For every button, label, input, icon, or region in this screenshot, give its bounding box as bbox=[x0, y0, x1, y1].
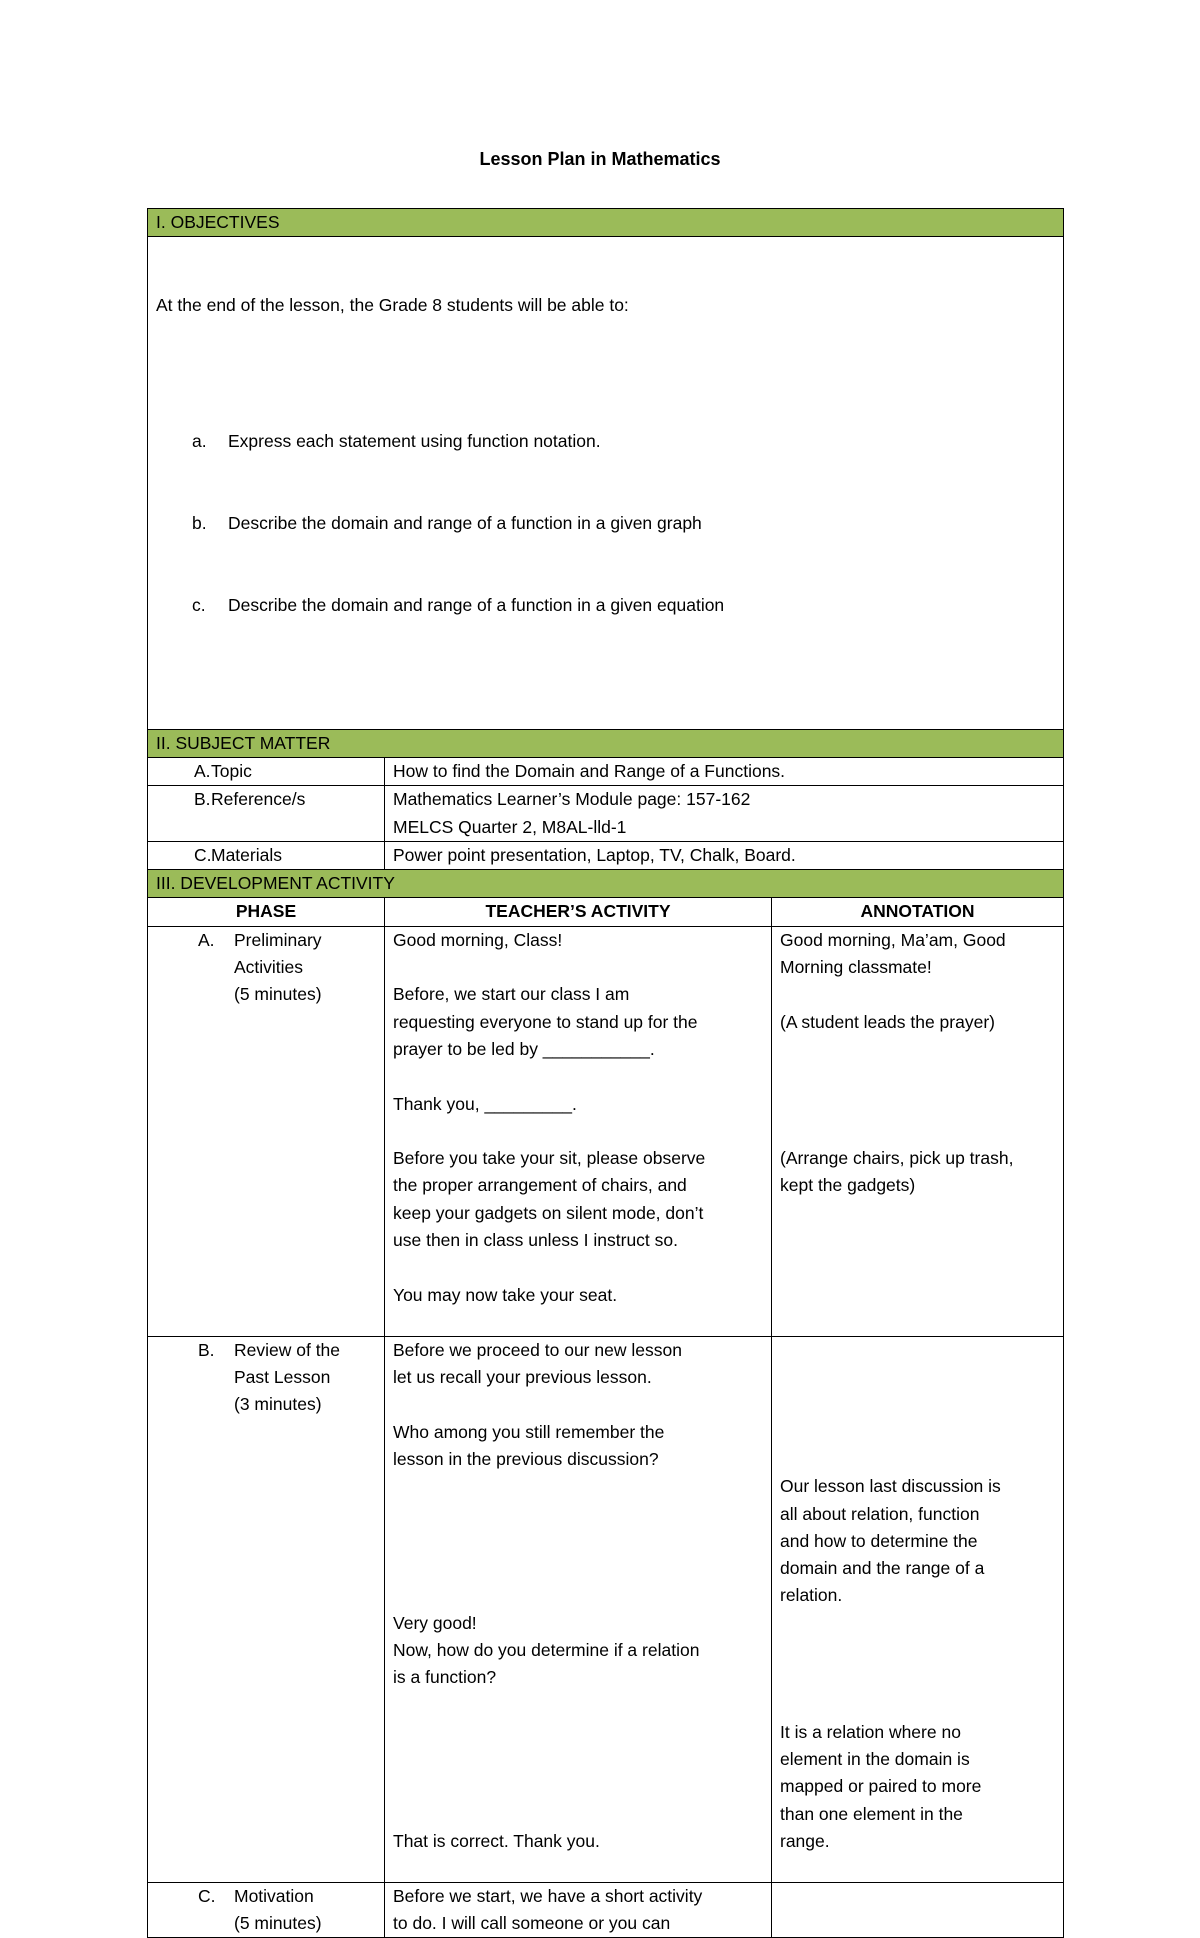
annotation bbox=[772, 1882, 1064, 1938]
phase-cell bbox=[148, 1336, 385, 1882]
phase-row-preliminary bbox=[148, 926, 1064, 1336]
list-marker: b. bbox=[192, 513, 207, 534]
subject-row-reference bbox=[148, 786, 1064, 842]
teacher-activity: Good morning, Class! Before, we start our class I am requesting everyone to stand up for the prayer to be led by ___________. Thank you, _________. Before you take your sit, please observe the proper arrangement of chairs, and keep your gadgets on silent mode, don’t use then in class unless I instruct so. You may now take your seat. bbox=[385, 926, 772, 1336]
page-title: Lesson Plan in Mathematics bbox=[479, 149, 721, 169]
phase-row-motivation bbox=[148, 1882, 1064, 1938]
list-marker: c. bbox=[192, 595, 206, 616]
subject-matter-header-row bbox=[148, 729, 1064, 757]
column-header-teacher: TEACHER’S ACTIVITY bbox=[385, 898, 772, 926]
subject-label-cell bbox=[148, 841, 385, 869]
phase-cell bbox=[148, 1882, 385, 1938]
phase-row-review bbox=[148, 1336, 1064, 1882]
subject-label: Materials bbox=[211, 844, 282, 865]
subject-label-cell bbox=[148, 786, 385, 842]
phase-label: Review of the Past Lesson (3 minutes) bbox=[234, 1339, 341, 1415]
objective-text: Describe the domain and range of a function in a given graph bbox=[228, 513, 702, 534]
list-marker: B. bbox=[198, 1339, 215, 1360]
subject-matter-heading: II. SUBJECT MATTER bbox=[148, 729, 1064, 757]
list-marker: a. bbox=[192, 431, 207, 452]
subject-row-topic bbox=[148, 757, 1064, 785]
phase-label: Preliminary Activities (5 minutes) bbox=[234, 929, 322, 1005]
annotation: Our lesson last discussion is all about relation, function and how to determine the domain and the range of a relation. It is a relation where no element in the domain is mapped or paired to more than one element in the range. bbox=[772, 1336, 1064, 1882]
objectives-header-row bbox=[148, 209, 1064, 237]
subject-value: How to find the Domain and Range of a Functions. bbox=[385, 757, 1064, 785]
phase-cell bbox=[148, 926, 385, 1336]
annotation: Good morning, Ma’am, Good Morning classmate! (A student leads the prayer) (Arrange chairs, pick up trash, kept the gadgets) bbox=[772, 926, 1064, 1336]
teacher-activity: Before we start, we have a short activity to do. I will call someone or you can bbox=[385, 1882, 772, 1938]
objectives-list bbox=[156, 374, 1055, 674]
column-header-phase: PHASE bbox=[148, 898, 385, 926]
objectives-intro: At the end of the lesson, the Grade 8 students will be able to: bbox=[156, 294, 629, 315]
objective-text: Express each statement using function notation. bbox=[228, 431, 601, 452]
subject-value: Power point presentation, Laptop, TV, Chalk, Board. bbox=[385, 841, 1064, 869]
subject-label: Reference/s bbox=[211, 789, 306, 810]
column-header-annotation: ANNOTATION bbox=[772, 898, 1064, 926]
subject-value: Mathematics Learner’s Module page: 157-162 MELCS Quarter 2, M8AL-lld-1 bbox=[385, 786, 1064, 842]
objective-item bbox=[192, 510, 1055, 537]
objectives-heading: I. OBJECTIVES bbox=[148, 209, 1064, 237]
objective-item bbox=[192, 428, 1055, 455]
objective-text: Describe the domain and range of a function in a given equation bbox=[228, 595, 725, 616]
development-heading: III. DEVELOPMENT ACTIVITY bbox=[148, 870, 1064, 898]
development-header-row bbox=[148, 870, 1064, 898]
subject-row-materials bbox=[148, 841, 1064, 869]
objectives-cell bbox=[148, 237, 1064, 729]
list-marker: B. bbox=[194, 789, 211, 810]
list-marker: A. bbox=[198, 929, 215, 950]
objective-item bbox=[192, 592, 1055, 619]
list-marker: C. bbox=[198, 1885, 216, 1906]
subject-label-cell bbox=[148, 757, 385, 785]
objectives-row bbox=[148, 237, 1064, 729]
subject-label: Topic bbox=[211, 760, 252, 781]
teacher-activity: Before we proceed to our new lesson let us recall your previous lesson. Who among you still remember the lesson in the previous discussion? Very good! Now, how do you determine if a relation is a function? That is correct. Thank you. bbox=[385, 1336, 772, 1882]
development-column-headers bbox=[148, 898, 1064, 926]
phase-label: Motivation (5 minutes) bbox=[234, 1885, 322, 1934]
list-marker: C. bbox=[194, 844, 212, 865]
list-marker: A. bbox=[194, 760, 211, 781]
lesson-plan-table bbox=[147, 208, 1064, 1938]
